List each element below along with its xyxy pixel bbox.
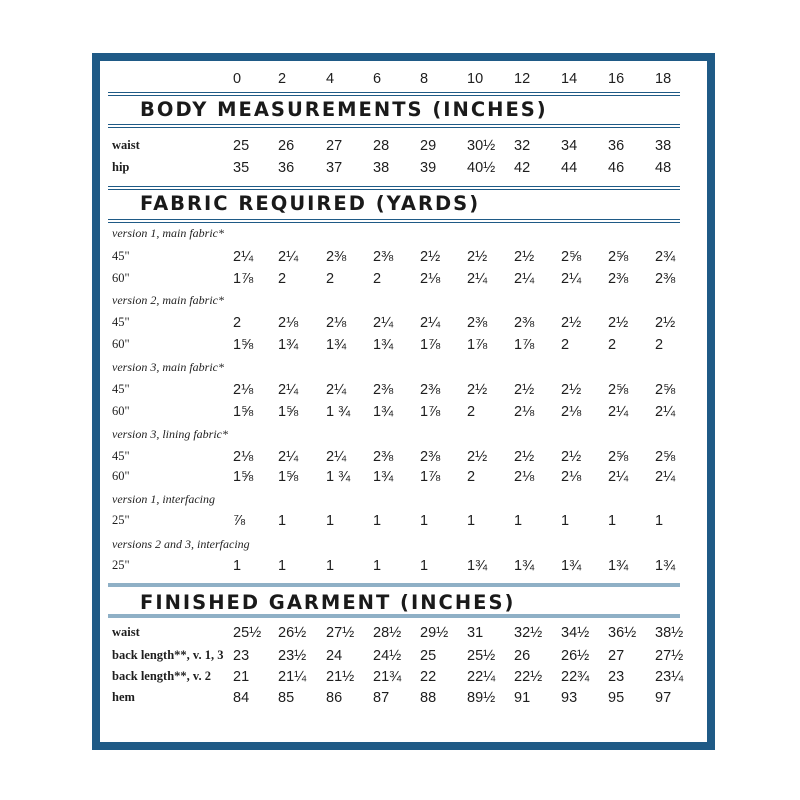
cell-value: 2¼ — [278, 249, 299, 265]
cell-value: 36½ — [608, 625, 637, 641]
section-title-fabric: FABRIC REQUIRED (YARDS) — [140, 192, 481, 215]
cell-value: 44 — [561, 160, 578, 176]
cell-value: 27 — [326, 138, 343, 154]
version-subheading: version 1, main fabric* — [112, 226, 224, 240]
row-label: hip — [112, 160, 130, 174]
cell-value: 2⅝ — [608, 449, 629, 465]
cell-value: 32½ — [514, 625, 543, 641]
cell-value: 1 — [561, 513, 570, 529]
cell-value: 29½ — [420, 625, 449, 641]
cell-value: 1⅞ — [420, 404, 441, 420]
cell-value: 26½ — [561, 648, 590, 664]
row-label: hem — [112, 690, 135, 704]
cell-value: 25½ — [233, 625, 262, 641]
size-header-16: 16 — [608, 71, 625, 87]
cell-value: 28½ — [373, 625, 402, 641]
cell-value: 31 — [467, 625, 484, 641]
cell-value: 2½ — [467, 382, 488, 398]
cell-value: 2 — [326, 271, 335, 287]
rule-fabric-above-top — [108, 186, 680, 187]
cell-value: 21¾ — [373, 669, 402, 685]
cell-value: 2⅛ — [514, 469, 535, 485]
rule-fabric-above-bottom — [108, 189, 680, 190]
cell-value: 38 — [655, 138, 672, 154]
cell-value: 2⅜ — [373, 382, 394, 398]
cell-value: 1⅝ — [278, 469, 299, 485]
cell-value: 1 — [420, 513, 429, 529]
cell-value: 2¼ — [561, 271, 582, 287]
cell-value: 2½ — [514, 449, 535, 465]
section-title-body: BODY MEASUREMENTS (INCHES) — [140, 98, 548, 121]
cell-value: 1⅝ — [233, 404, 254, 420]
cell-value: 2 — [467, 469, 476, 485]
cell-value: 36 — [608, 138, 625, 154]
cell-value: 2⅜ — [420, 382, 441, 398]
cell-value: 24 — [326, 648, 343, 664]
width-label: 25" — [112, 513, 130, 527]
version-subheading: version 2, main fabric* — [112, 293, 224, 307]
cell-value: 27 — [608, 648, 625, 664]
cell-value: 2½ — [467, 449, 488, 465]
size-header-18: 18 — [655, 71, 672, 87]
cell-value: 2⅜ — [608, 271, 629, 287]
cell-value: 38½ — [655, 625, 684, 641]
cell-value: 2⅜ — [373, 249, 394, 265]
cell-value: 2½ — [514, 382, 535, 398]
cell-value: 1 — [467, 513, 476, 529]
row-label: waist — [112, 625, 140, 639]
size-chart-frame — [92, 53, 715, 750]
cell-value: 2⅝ — [655, 449, 676, 465]
cell-value: 85 — [278, 690, 295, 706]
cell-value: 2½ — [561, 449, 582, 465]
cell-value: 2¼ — [655, 404, 676, 420]
cell-value: 25 — [233, 138, 250, 154]
cell-value: 93 — [561, 690, 578, 706]
cell-value: 46 — [608, 160, 625, 176]
cell-value: 1 — [655, 513, 664, 529]
cell-value: 2⅜ — [326, 249, 347, 265]
cell-value: 2¼ — [420, 315, 441, 331]
cell-value: 1 ¾ — [326, 404, 351, 420]
cell-value: 1¾ — [608, 558, 629, 574]
width-label: 45" — [112, 382, 130, 396]
cell-value: 2 — [373, 271, 382, 287]
cell-value: 97 — [655, 690, 672, 706]
cell-value: 2¼ — [278, 449, 299, 465]
cell-value: 23¼ — [655, 669, 684, 685]
cell-value: 1⅞ — [514, 337, 535, 353]
rule-finished-below — [108, 614, 680, 618]
cell-value: 1⅞ — [233, 271, 254, 287]
width-label: 25" — [112, 558, 130, 572]
cell-value: 34½ — [561, 625, 590, 641]
cell-value: 25 — [420, 648, 437, 664]
cell-value: 2⅝ — [608, 382, 629, 398]
row-label: waist — [112, 138, 140, 152]
cell-value: 2½ — [561, 315, 582, 331]
cell-value: 1 ¾ — [326, 469, 351, 485]
cell-value: 2¼ — [233, 249, 254, 265]
cell-value: 91 — [514, 690, 531, 706]
width-label: 45" — [112, 449, 130, 463]
cell-value: 21 — [233, 669, 250, 685]
cell-value: 1⅞ — [420, 469, 441, 485]
section-title-finished: FINISHED GARMENT (INCHES) — [140, 591, 516, 614]
cell-value: 40½ — [467, 160, 496, 176]
cell-value: 2⅜ — [373, 449, 394, 465]
cell-value: 1 — [373, 558, 382, 574]
cell-value: 1¾ — [655, 558, 676, 574]
cell-value: 2¼ — [278, 382, 299, 398]
size-header-0: 0 — [233, 71, 242, 87]
rule-body-below-bottom — [108, 127, 680, 128]
cell-value: 22½ — [514, 669, 543, 685]
version-subheading: version 3, lining fabric* — [112, 427, 228, 441]
cell-value: 2⅛ — [561, 469, 582, 485]
cell-value: 34 — [561, 138, 578, 154]
cell-value: 25½ — [467, 648, 496, 664]
size-header-12: 12 — [514, 71, 531, 87]
cell-value: 2½ — [608, 315, 629, 331]
cell-value: 23 — [233, 648, 250, 664]
cell-value: 1⅝ — [233, 469, 254, 485]
row-label: back length**, v. 1, 3 — [112, 648, 224, 662]
cell-value: 1 — [326, 513, 335, 529]
cell-value: 1¾ — [561, 558, 582, 574]
cell-value: 2⅜ — [420, 449, 441, 465]
cell-value: 84 — [233, 690, 250, 706]
cell-value: 1 — [514, 513, 523, 529]
cell-value: 2¼ — [655, 469, 676, 485]
cell-value: 1⅞ — [420, 337, 441, 353]
cell-value: 22¾ — [561, 669, 590, 685]
cell-value: 1¾ — [514, 558, 535, 574]
cell-value: 35 — [233, 160, 250, 176]
size-header-2: 2 — [278, 71, 287, 87]
cell-value: 29 — [420, 138, 437, 154]
cell-value: 2¼ — [514, 271, 535, 287]
cell-value: 2⅝ — [655, 382, 676, 398]
version-subheading: version 1, interfacing — [112, 492, 215, 506]
cell-value: 1¾ — [467, 558, 488, 574]
cell-value: 1⅝ — [233, 337, 254, 353]
cell-value: 2½ — [561, 382, 582, 398]
cell-value: 26 — [278, 138, 295, 154]
cell-value: 27½ — [326, 625, 355, 641]
size-header-8: 8 — [420, 71, 429, 87]
size-header-14: 14 — [561, 71, 578, 87]
cell-value: 87 — [373, 690, 390, 706]
width-label: 60" — [112, 404, 130, 418]
cell-value: 2⅛ — [233, 382, 254, 398]
cell-value: 2 — [561, 337, 570, 353]
cell-value: 2¼ — [467, 271, 488, 287]
width-label: 60" — [112, 337, 130, 351]
cell-value: 2⅛ — [233, 449, 254, 465]
width-label: 45" — [112, 249, 130, 263]
cell-value: 37 — [326, 160, 343, 176]
cell-value: 95 — [608, 690, 625, 706]
cell-value: 1¾ — [278, 337, 299, 353]
cell-value: 1⅝ — [278, 404, 299, 420]
cell-value: 2¼ — [326, 382, 347, 398]
size-header-10: 10 — [467, 71, 484, 87]
cell-value: 1 — [420, 558, 429, 574]
rule-fabric-below-top — [108, 219, 680, 220]
cell-value: 36 — [278, 160, 295, 176]
cell-value: 1 — [278, 513, 287, 529]
cell-value: 2 — [467, 404, 476, 420]
rule-body-above-bottom — [108, 95, 680, 96]
cell-value: 22¼ — [467, 669, 496, 685]
cell-value: 86 — [326, 690, 343, 706]
cell-value: 2½ — [420, 249, 441, 265]
cell-value: 26 — [514, 648, 531, 664]
cell-value: ⅞ — [233, 513, 246, 529]
cell-value: 1¾ — [373, 469, 394, 485]
cell-value: 1¾ — [326, 337, 347, 353]
cell-value: 2 — [608, 337, 617, 353]
cell-value: 2¼ — [608, 404, 629, 420]
cell-value: 21½ — [326, 669, 355, 685]
cell-value: 2 — [278, 271, 287, 287]
cell-value: 38 — [373, 160, 390, 176]
cell-value: 1⅞ — [467, 337, 488, 353]
size-header-6: 6 — [373, 71, 382, 87]
cell-value: 1 — [233, 558, 242, 574]
cell-value: 2⅝ — [608, 249, 629, 265]
cell-value: 2½ — [655, 315, 676, 331]
rule-finished-above — [108, 583, 680, 587]
cell-value: 23 — [608, 669, 625, 685]
cell-value: 2⅜ — [467, 315, 488, 331]
cell-value: 26½ — [278, 625, 307, 641]
cell-value: 2¼ — [608, 469, 629, 485]
cell-value: 30½ — [467, 138, 496, 154]
cell-value: 28 — [373, 138, 390, 154]
rule-body-below-top — [108, 124, 680, 125]
cell-value: 2⅛ — [561, 404, 582, 420]
cell-value: 89½ — [467, 690, 496, 706]
cell-value: 1 — [326, 558, 335, 574]
cell-value: 2⅜ — [655, 271, 676, 287]
width-label: 60" — [112, 271, 130, 285]
width-label: 45" — [112, 315, 130, 329]
cell-value: 2½ — [514, 249, 535, 265]
cell-value: 24½ — [373, 648, 402, 664]
cell-value: 1¾ — [373, 337, 394, 353]
cell-value: 1 — [608, 513, 617, 529]
cell-value: 2⅛ — [514, 404, 535, 420]
cell-value: 2¾ — [655, 249, 676, 265]
width-label: 60" — [112, 469, 130, 483]
cell-value: 2⅛ — [420, 271, 441, 287]
cell-value: 2⅛ — [326, 315, 347, 331]
rule-body-above-top — [108, 92, 680, 93]
cell-value: 1 — [278, 558, 287, 574]
cell-value: 1 — [373, 513, 382, 529]
cell-value: 2¼ — [373, 315, 394, 331]
cell-value: 2 — [233, 315, 242, 331]
cell-value: 88 — [420, 690, 437, 706]
cell-value: 2¼ — [326, 449, 347, 465]
cell-value: 39 — [420, 160, 437, 176]
size-header-4: 4 — [326, 71, 335, 87]
cell-value: 42 — [514, 160, 531, 176]
cell-value: 22 — [420, 669, 437, 685]
cell-value: 2½ — [467, 249, 488, 265]
cell-value: 23½ — [278, 648, 307, 664]
row-label: back length**, v. 2 — [112, 669, 211, 683]
cell-value: 48 — [655, 160, 672, 176]
cell-value: 2⅛ — [278, 315, 299, 331]
rule-fabric-below-bottom — [108, 222, 680, 223]
cell-value: 2⅜ — [514, 315, 535, 331]
cell-value: 27½ — [655, 648, 684, 664]
version-subheading: versions 2 and 3, interfacing — [112, 537, 250, 551]
cell-value: 2⅝ — [561, 249, 582, 265]
cell-value: 21¼ — [278, 669, 307, 685]
cell-value: 2 — [655, 337, 664, 353]
version-subheading: version 3, main fabric* — [112, 360, 224, 374]
cell-value: 1¾ — [373, 404, 394, 420]
cell-value: 32 — [514, 138, 531, 154]
